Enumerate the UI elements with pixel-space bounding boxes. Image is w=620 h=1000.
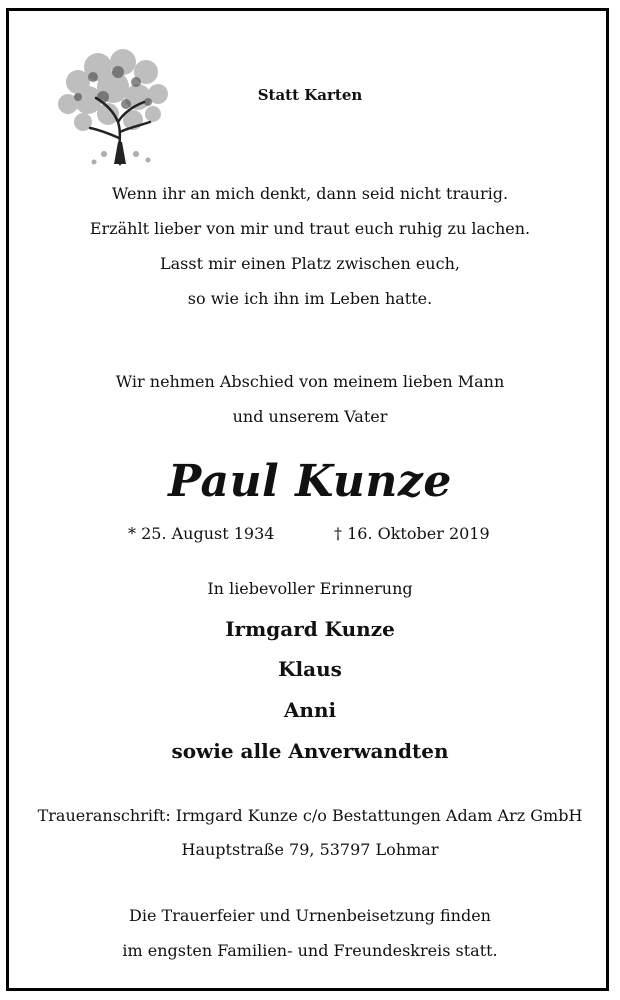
mourner-name: Klaus	[278, 657, 342, 681]
address-line-1: Traueranschrift: Irmgard Kunze c/o Bestattungen Adam Arz GmbH	[37, 806, 583, 825]
death-date: † 16. Oktober 2019	[334, 524, 490, 543]
birth-date: * 25. August 1934	[128, 524, 275, 543]
ceremony-line-1: Die Trauerfeier und Urnenbeisetzung finden	[129, 906, 491, 925]
mourner-name: sowie alle Anverwandten	[171, 739, 449, 763]
header-label: Statt Karten	[257, 86, 363, 104]
mourner-name: Anni	[283, 698, 337, 722]
intro-line-1: Wir nehmen Abschied von meinem lieben Mann	[115, 372, 505, 391]
verse-line-1: Wenn ihr an mich denkt, dann seid nicht traurig.	[111, 184, 509, 203]
address-line-2: Hauptstraße 79, 53797 Lohmar	[181, 840, 439, 859]
remembrance-text: In liebevoller Erinnerung	[207, 579, 413, 598]
mourner-name: Irmgard Kunze	[225, 617, 395, 641]
deceased-name: Paul Kunze	[168, 456, 452, 507]
tree-icon	[48, 42, 178, 172]
verse-line-4: so wie ich ihn im Leben hatte.	[187, 289, 433, 308]
verse-line-3: Lasst mir einen Platz zwischen euch,	[160, 254, 460, 273]
intro-line-2: und unserem Vater	[232, 407, 388, 426]
verse-line-2: Erzählt lieber von mir und traut euch ruhig zu lachen.	[89, 219, 531, 238]
ceremony-line-2: im engsten Familien- und Freundeskreis statt.	[122, 941, 498, 960]
